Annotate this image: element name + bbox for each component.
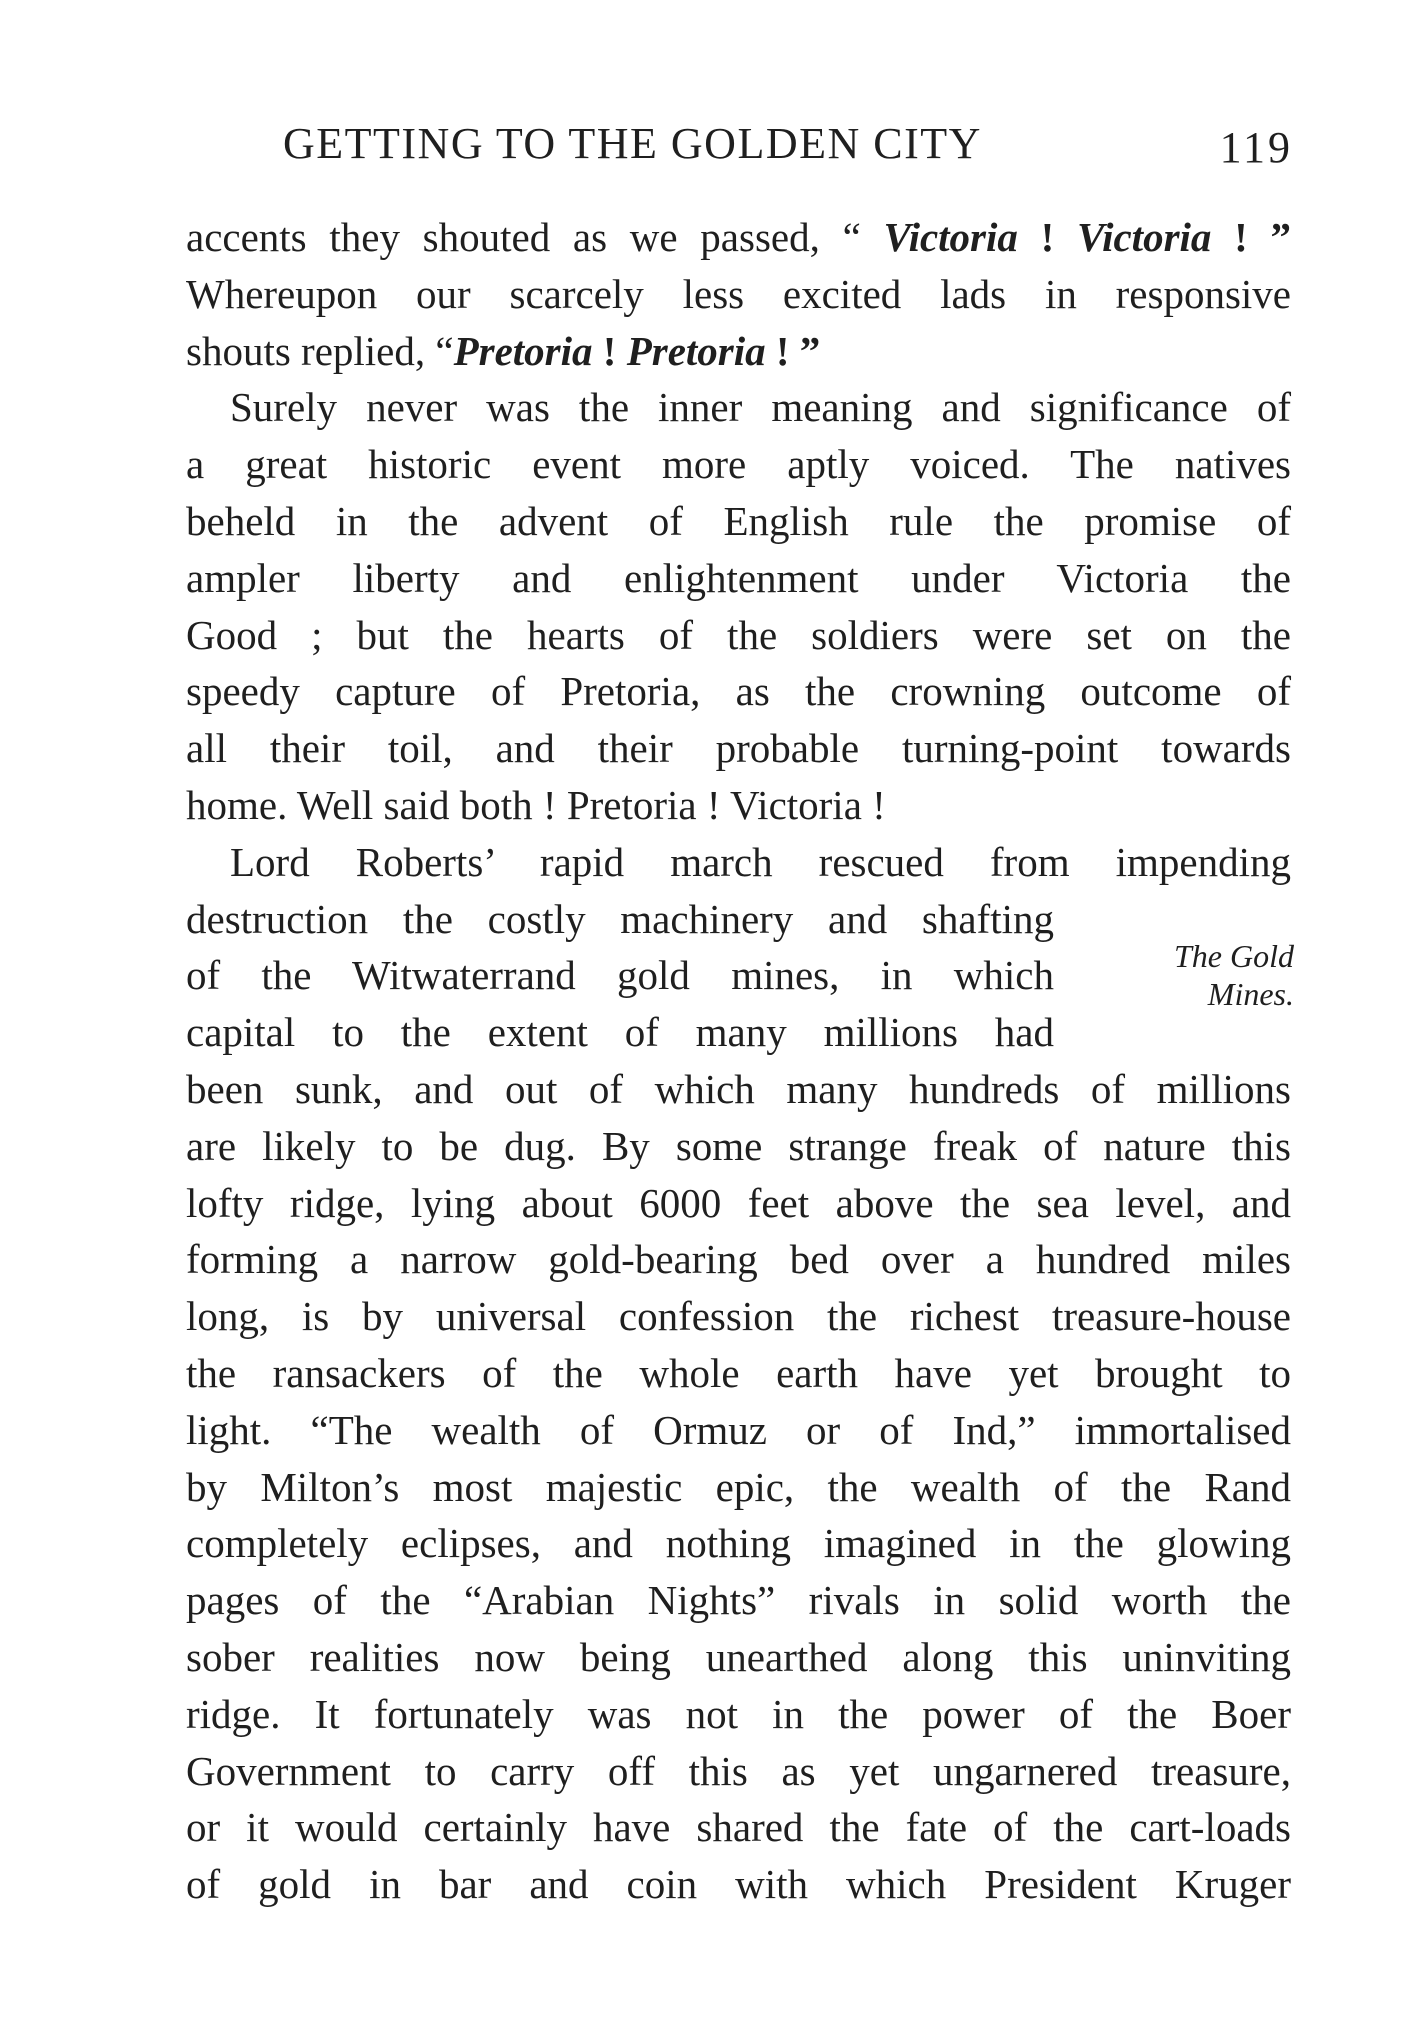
margin-note-line-2: Mines.	[1207, 976, 1294, 1012]
text-line-22: light. “The wealth of Ormuz or of Ind,” immortalised	[186, 1406, 1291, 1453]
text-line-4: Surely never was the inner meaning and significance of	[230, 384, 1291, 431]
text-line-9: speedy capture of Pretoria, as the crowning outcome of	[186, 668, 1291, 715]
text-line-7: ampler liberty and enlightenment under Victoria the	[186, 554, 1291, 601]
text-line-30: of gold in bar and coin with which President Kruger	[186, 1861, 1291, 1908]
text-line-25: pages of the “Arabian Nights” rivals in solid worth the	[186, 1577, 1291, 1624]
text-line-10: all their toil, and their probable turning-point towards	[186, 725, 1291, 772]
body-text	[186, 209, 1291, 1913]
emphasis-pretoria: Pretoria	[453, 327, 593, 374]
text-run: ! ”	[1211, 214, 1292, 260]
text-run: shouts replied, “	[186, 327, 454, 374]
text-line-27: ridge. It fortunately was not in the power of the Boer	[186, 1690, 1291, 1737]
text-line-26: sober realities now being unearthed along this uninviting	[186, 1633, 1291, 1680]
text-line-15: capital to the extent of many millions had	[186, 1009, 1054, 1056]
text-line-13: destruction the costly machinery and shafting	[186, 895, 1054, 942]
text-line-23: by Milton’s most majestic epic, the wealth of the Rand	[186, 1463, 1291, 1510]
text-line-1	[186, 209, 1291, 266]
text-run: !	[1017, 214, 1077, 260]
text-line-5: a great historic event more aptly voiced. The natives	[186, 441, 1291, 488]
margin-note-line-1: The Gold	[1174, 938, 1294, 974]
text-line-12: Lord Roberts’ rapid march rescued from impending	[230, 838, 1291, 885]
text-line-28: Government to carry off this as yet ungarnered treasure,	[186, 1747, 1291, 1794]
text-run: ! ”	[765, 327, 821, 374]
page-number: 119	[1219, 123, 1293, 172]
text-run: accents they shouted as we passed, “	[186, 214, 884, 260]
text-line-29: or it would certainly have shared the fate of the cart-loads	[186, 1804, 1291, 1851]
text-line-17: are likely to be dug. By some strange freak of nature this	[186, 1122, 1291, 1169]
text-line-21: the ransackers of the whole earth have yet brought to	[186, 1349, 1291, 1396]
text-run: !	[592, 327, 627, 374]
chapter-title: GETTING TO THE GOLDEN CITY	[283, 119, 982, 168]
text-line-24: completely eclipses, and nothing imagined in the glowing	[186, 1520, 1291, 1567]
emphasis-victoria: Victoria	[1077, 214, 1212, 260]
text-line-19: forming a narrow gold-bearing bed over a hundred miles	[186, 1236, 1291, 1283]
emphasis-pretoria: Pretoria	[626, 327, 766, 374]
text-line-2: Whereupon our scarcely less excited lads in responsive	[186, 270, 1291, 317]
running-head	[283, 118, 1293, 174]
text-line-20: long, is by universal confession the richest treasure-house	[186, 1293, 1291, 1340]
text-line-11: home. Well said both ! Pretoria ! Victoria !	[186, 781, 886, 828]
text-line-18: lofty ridge, lying about 6000 feet above the sea level, and	[186, 1179, 1291, 1226]
text-line-8: Good ; but the hearts of the soldiers were set on the	[186, 611, 1291, 658]
text-line-3	[186, 323, 1291, 380]
emphasis-victoria: Victoria	[883, 214, 1018, 260]
text-line-16: been sunk, and out of which many hundreds of millions	[186, 1065, 1291, 1112]
text-line-14: of the Witwaterrand gold mines, in which	[186, 952, 1054, 999]
text-line-6: beheld in the advent of English rule the promise of	[186, 497, 1291, 544]
